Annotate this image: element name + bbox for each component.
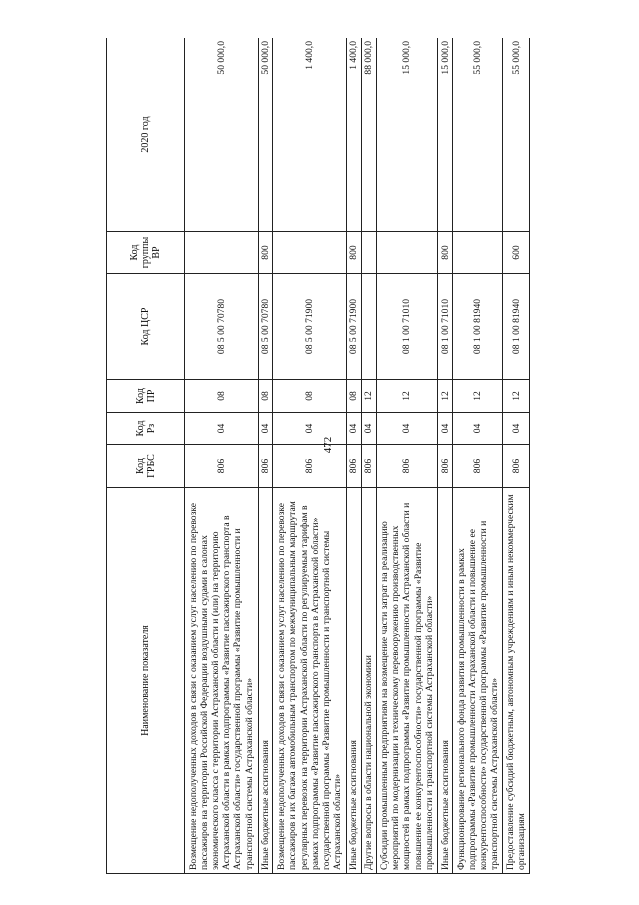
cell-grbs: 806 [258,445,273,488]
cell-grbs: 806 [376,445,438,488]
cell-vr: 800 [346,232,361,274]
cell-name: Возмещение недополученных доходов в связи с оказанием услуг населению по перевозке пассажиров и их багажа автомобильным транспортом по межмуниципальным маршрутам регулярных перевозок на территории Астраханской области по регулируемым тарифам в рамках подпрограммы «Развитие пассажирского транспорта в Астраханской области» государственной программы «Развитие промышленности и транспортной системы Астраханской области» [273,488,347,874]
cell-vr [185,232,259,274]
header-grbs: Код ГРБС [107,445,185,488]
cell-amount: 50 000,0 [258,38,273,232]
cell-grbs: 806 [438,445,453,488]
cell-rz: 04 [376,413,438,445]
header-csr: Код ЦСР [107,274,185,380]
cell-rz: 04 [185,413,259,445]
cell-csr [361,274,376,380]
cell-csr: 08 5 00 70780 [185,274,259,380]
cell-name: Иные бюджетные ассигнования [258,488,273,874]
table-row [361,38,376,874]
header-name: Наименование показателя [107,488,185,874]
header-rz: Код Рз [107,413,185,445]
cell-amount: 55 000,0 [453,38,503,232]
table-row [503,38,530,874]
cell-rz: 04 [258,413,273,445]
cell-name: Субсидии промышленным предприятиям на возмещение части затрат на реализацию мероприятий по модернизации и техническому перевооружению производственных мощностей в рамках подпрограммы «Развитие промышленности Астраханской области и повышение ее конкурентоспособности» государственной программы «Развитие промышленности и транспортной системы Астраханской области» [376,488,438,874]
cell-vr [273,232,347,274]
table-row [376,38,438,874]
cell-grbs: 806 [346,445,361,488]
cell-csr: 08 1 00 81940 [453,274,503,380]
cell-pr: 12 [453,380,503,413]
cell-grbs: 806 [185,445,259,488]
cell-pr: 08 [185,380,259,413]
cell-amount: 50 000,0 [185,38,259,232]
cell-rz: 04 [346,413,361,445]
cell-rz: 04 [503,413,530,445]
budget-table [106,38,530,874]
cell-pr: 12 [438,380,453,413]
cell-vr: 800 [258,232,273,274]
table-row [346,38,361,874]
cell-pr: 12 [376,380,438,413]
cell-amount: 15 000,0 [376,38,438,232]
table-row [258,38,273,874]
cell-pr: 08 [273,380,347,413]
cell-amount: 55 000,0 [503,38,530,232]
cell-name: Иные бюджетные ассигнования [438,488,453,874]
header-amount: 2020 год [107,38,185,232]
cell-vr [453,232,503,274]
cell-name: Возмещение недополученных доходов в связи с оказанием услуг населению по перевозке пассажиров на территории Российской Федерации воздушными судами в салонах экономического класса с территории Астраханской области и (или) на территорию Астраханской области в рамках подпрограммы «Развитие пассажирского транспорта в Астраханской области» государственной программы «Развитие промышленности и транспортной системы Астраханской области» [185,488,259,874]
cell-grbs: 806 [453,445,503,488]
budget-table-frame [106,38,530,874]
cell-vr [376,232,438,274]
cell-grbs: 806 [273,445,347,488]
cell-name: Другие вопросы в области национальной экономики [361,488,376,874]
cell-vr: 800 [438,232,453,274]
budget-table-rotated [106,38,530,874]
cell-rz: 04 [438,413,453,445]
header-pr: Код ПР [107,380,185,413]
cell-rz: 04 [273,413,347,445]
cell-rz: 04 [361,413,376,445]
cell-csr: 08 5 00 71900 [273,274,347,380]
cell-csr: 08 5 00 70780 [258,274,273,380]
table-row [273,38,347,874]
table-row [453,38,503,874]
table-header-row [107,38,185,874]
cell-vr [361,232,376,274]
cell-grbs: 806 [503,445,530,488]
cell-pr: 08 [346,380,361,413]
cell-pr: 12 [503,380,530,413]
cell-amount: 88 000,0 [361,38,376,232]
cell-name: Иные бюджетные ассигнования [346,488,361,874]
cell-name: Функционирование регионального фонда развития промышленности в рамках подпрограммы «Развитие промышленности Астраханской области и повышение ее конкурентоспособности» государственной программы «Развитие промышленности и транспортной системы Астраханской области» [453,488,503,874]
cell-pr: 08 [258,380,273,413]
cell-amount: 15 000,0 [438,38,453,232]
cell-vr: 600 [503,232,530,274]
cell-rz: 04 [453,413,503,445]
page-number: 472 [322,436,334,454]
table-row [438,38,453,874]
cell-grbs: 806 [361,445,376,488]
cell-pr: 12 [361,380,376,413]
cell-csr: 08 1 00 71010 [438,274,453,380]
cell-csr: 08 1 00 71010 [376,274,438,380]
cell-name: Предоставление субсидий бюджетным, автономным учреждениям и иным некоммерческим организациям [503,488,530,874]
table-row [185,38,259,874]
cell-csr: 08 1 00 81940 [503,274,530,380]
cell-amount: 1 400,0 [273,38,347,232]
cell-csr: 08 5 00 71900 [346,274,361,380]
header-vr: Код группы ВР [107,232,185,274]
cell-amount: 1 400,0 [346,38,361,232]
